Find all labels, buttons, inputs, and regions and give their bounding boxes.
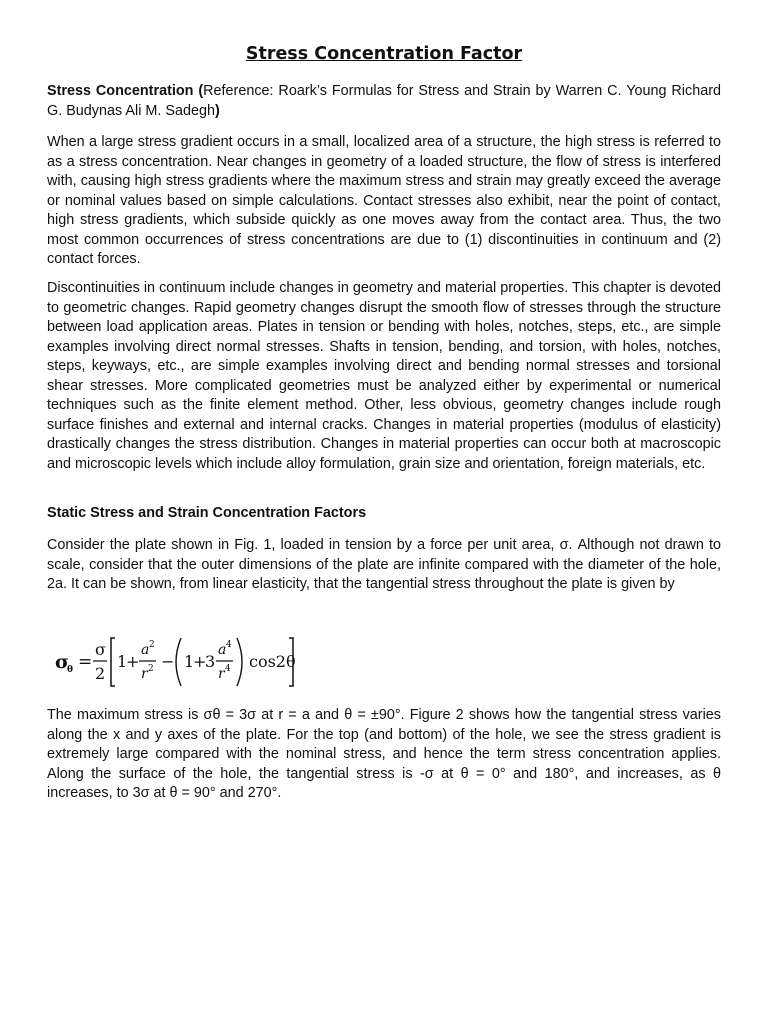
eq-r-inner: r [218,666,225,682]
eq-one-inner: 1 [184,652,195,671]
eq-two-denominator: 2 [95,664,106,683]
eq-theta-subscript: θ [67,665,74,675]
eq-a-inner: a [218,642,227,658]
eq-r: r [141,666,148,682]
eq-a-exp-4: 4 [226,640,232,650]
section-heading: Static Stress and Strain Concentration Factors [47,505,367,521]
eq-r-exp: 2 [148,664,154,674]
eq-right-paren [237,638,242,686]
eq-sigma-numerator: σ [95,640,106,659]
reference-paragraph [47,82,721,121]
eq-one: 1 [117,652,128,671]
eq-equals: = [78,652,93,672]
paragraph-discontinuities: Discontinuities in continuum include changes in geometry and material properties. This chapter is devoted to geometric changes. Rapid geometry changes disrupt the smooth flow of stresses through the structure between load application areas. Plates in tension or bending with holes, notches, steps, etc., are simple examples involving direct normal stresses. Shafts in tension, bending, and torsion, with holes, notches, steps, keyways, etc., are simple examples involving direct and bending normal stresses and torsional shear stresses. More complicated geometries must be analyzed either by experimental or numerical techniques such as the finite element method. Other, less obvious, geometry changes include rough surface finishes and external and internal cracks. Changes in material properties (modulus of elasticity) drastically changes the stress distribution. Changes in material properties can occur both at macroscopic and microscopic levels which include alloy formulation, grain size and orientation, foreign materials, etc. [47,280,721,472]
tangential-stress-equation [55,632,315,690]
page-title: Stress Concentration Factor [245,44,523,64]
eq-left-bracket [111,638,115,686]
eq-cos2theta: cos2θ [249,652,296,671]
paragraph-stress-concentration: When a large stress gradient occurs in a small, localized area of a structure, the high stress is referred to as a stress concentration. Near changes in geometry of a loaded structure, the flow of stress is interfered with, causing high stress gradients where the maximum stress and strain may greatly exceed the average or nominal values based on simple calculations. Contact stresses also exhibit, near the point of contact, high stress gradients, which subside quickly as one moves away from the contact area. Thus, the two most common occurrences of stress concentrations are due to (1) discontinuities in continuum and (2) contact forces. [47,134,721,267]
eq-three: 3 [205,652,216,671]
eq-plus: + [126,652,140,671]
eq-r-exp-4: 4 [225,664,231,674]
paragraph-maximum-stress: The maximum stress is σθ = 3σ at r = a and θ = ±90°. Figure 2 shows how the tangential stress varies along the x and y axes of the plate. For the top (and bottom) of the hole, we see the stress gradient is extremely large compared with the nominal stress, and hence the term stress concentration applies. Along the surface of the hole, the tangential stress is -σ at θ = 0° and 180°, and increases, as θ increases, to 3σ at θ = 90° and 270°. [47,707,721,801]
eq-a: a [141,642,150,658]
paragraph-plate-description: Consider the plate shown in Fig. 1, loaded in tension by a force per unit area, σ. Although not drawn to scale, consider that the outer dimensions of the plate are infinite compared with the diameter of the hole, 2a. It can be shown, from linear elasticity, that the tangential stress throughout the plate is given by [47,537,721,592]
eq-minus: − [161,652,175,671]
eq-left-paren [176,638,181,686]
eq-sigma-theta: σ [55,651,70,673]
reference-text: Reference: Roark’s Formulas for Stress and Strain by Warren C. Young Richard G. Budynas Ali M. Sadegh [47,83,721,119]
eq-plus-inner: + [193,652,207,671]
reference-close: ) [215,102,220,119]
eq-a-exp: 2 [149,640,155,650]
intro-label: Stress Concentration ( [47,83,204,99]
